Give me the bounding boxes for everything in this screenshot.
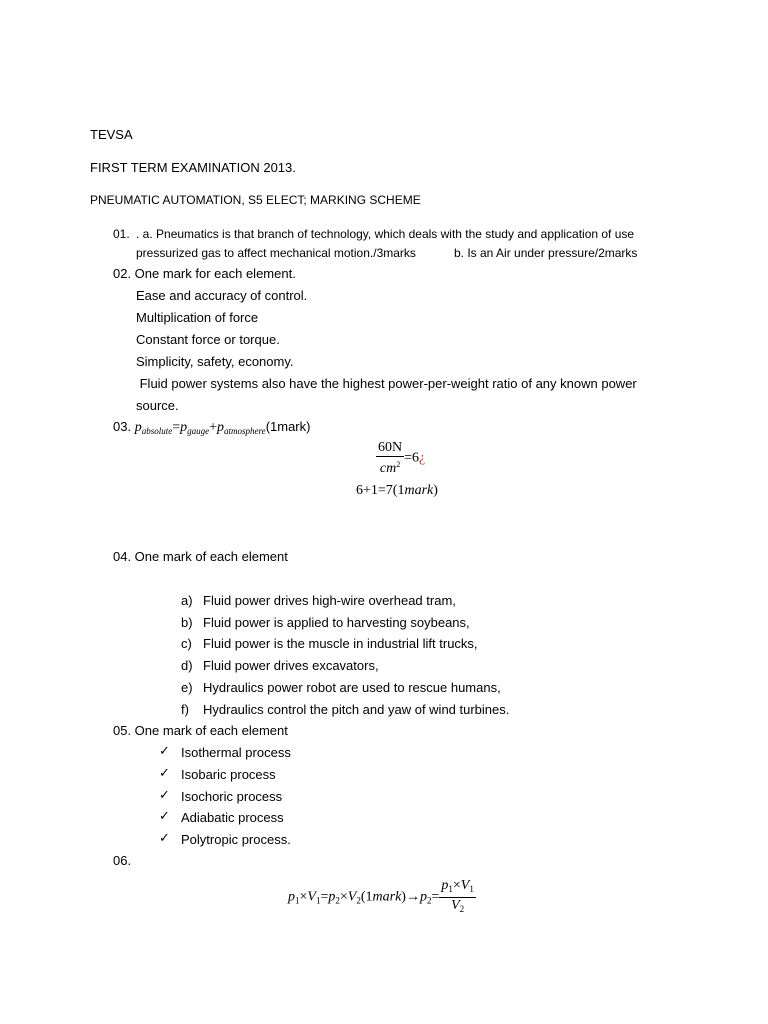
list-letter: e) [181,680,193,695]
list-item: Isobaric process [181,767,276,782]
list-letter: f) [181,702,189,717]
list-letter: d) [181,658,193,673]
list-letter: a) [181,593,193,608]
list-letter: c) [181,636,192,651]
list-item: Fluid power drives excavators, [203,658,379,673]
list-item: Isochoric process [181,789,283,804]
checkmark-icon: ✓ [159,809,170,824]
q01-answer-a-line1: . a. Pneumatics is that branch of technology, which deals with the study and application of use [136,227,635,241]
checkmark-icon: ✓ [159,766,170,781]
q02-item: Ease and accuracy of control. [136,288,308,303]
q05-heading: 05. One mark of each element [113,723,288,738]
q02-item: Constant force or torque. [136,332,280,347]
checkmark-icon: ✓ [159,831,170,846]
list-item: Isothermal process [181,745,291,760]
q01-answer-b: b. Is an Air under pressure/2marks [454,246,638,260]
list-item: Fluid power is the muscle in industrial lift trucks, [203,636,478,651]
checkmark-icon: ✓ [159,744,170,759]
list-item: Polytropic process. [181,832,291,847]
q04-heading: 04. One mark of each element [113,549,288,564]
list-item: Hydraulics power robot are used to rescue humans, [203,680,501,695]
list-letter: b) [181,615,193,630]
school-name: TEVSA [90,127,133,142]
q02-item: source. [136,398,179,413]
q03-fraction: $\frac{60N}{cm^2}$ =6¿ [378,440,426,476]
garbled-glyph: ¿ [419,450,426,466]
q06-number: 06. [113,853,132,868]
checkmark-icon: ✓ [159,788,170,803]
q02-item: Simplicity, safety, economy. [136,354,294,369]
list-item: Fluid power drives high-wire overhead tram, [203,593,456,608]
q03-equation: 03. $p_{absolute}=p_{gauge}+p_{atmosphere}(1mark)$ [113,419,311,436]
q03-mark: (1mark) [265,419,311,434]
q02-item: Fluid power systems also have the highest power-per-weight ratio of any known power [136,376,637,391]
q02-heading: 02. One mark for each element. [113,266,296,281]
q01-answer-a-line2: pressurized gas to affect mechanical motion./3marks [136,246,416,260]
subject-title: PNEUMATIC AUTOMATION, S5 ELECT; MARKING SCHEME [90,193,421,207]
exam-title: FIRST TERM EXAMINATION 2013. [90,160,296,175]
q03-number: 03. [113,419,132,434]
q01-number: 01. [113,227,130,241]
q03-total: 6+1=7(1mark) [356,483,438,498]
q02-item: Multiplication of force [136,310,259,325]
list-item: Hydraulics control the pitch and yaw of wind turbines. [203,702,510,717]
list-item: Adiabatic process [181,810,284,825]
q06-equation: $p_1\times V_1=p_2\times V_2(1mark)\to p_2=$ $\frac{p_1\times V_1}{V_2}$ [288,878,474,914]
list-item: Fluid power is applied to harvesting soybeans, [203,615,470,630]
